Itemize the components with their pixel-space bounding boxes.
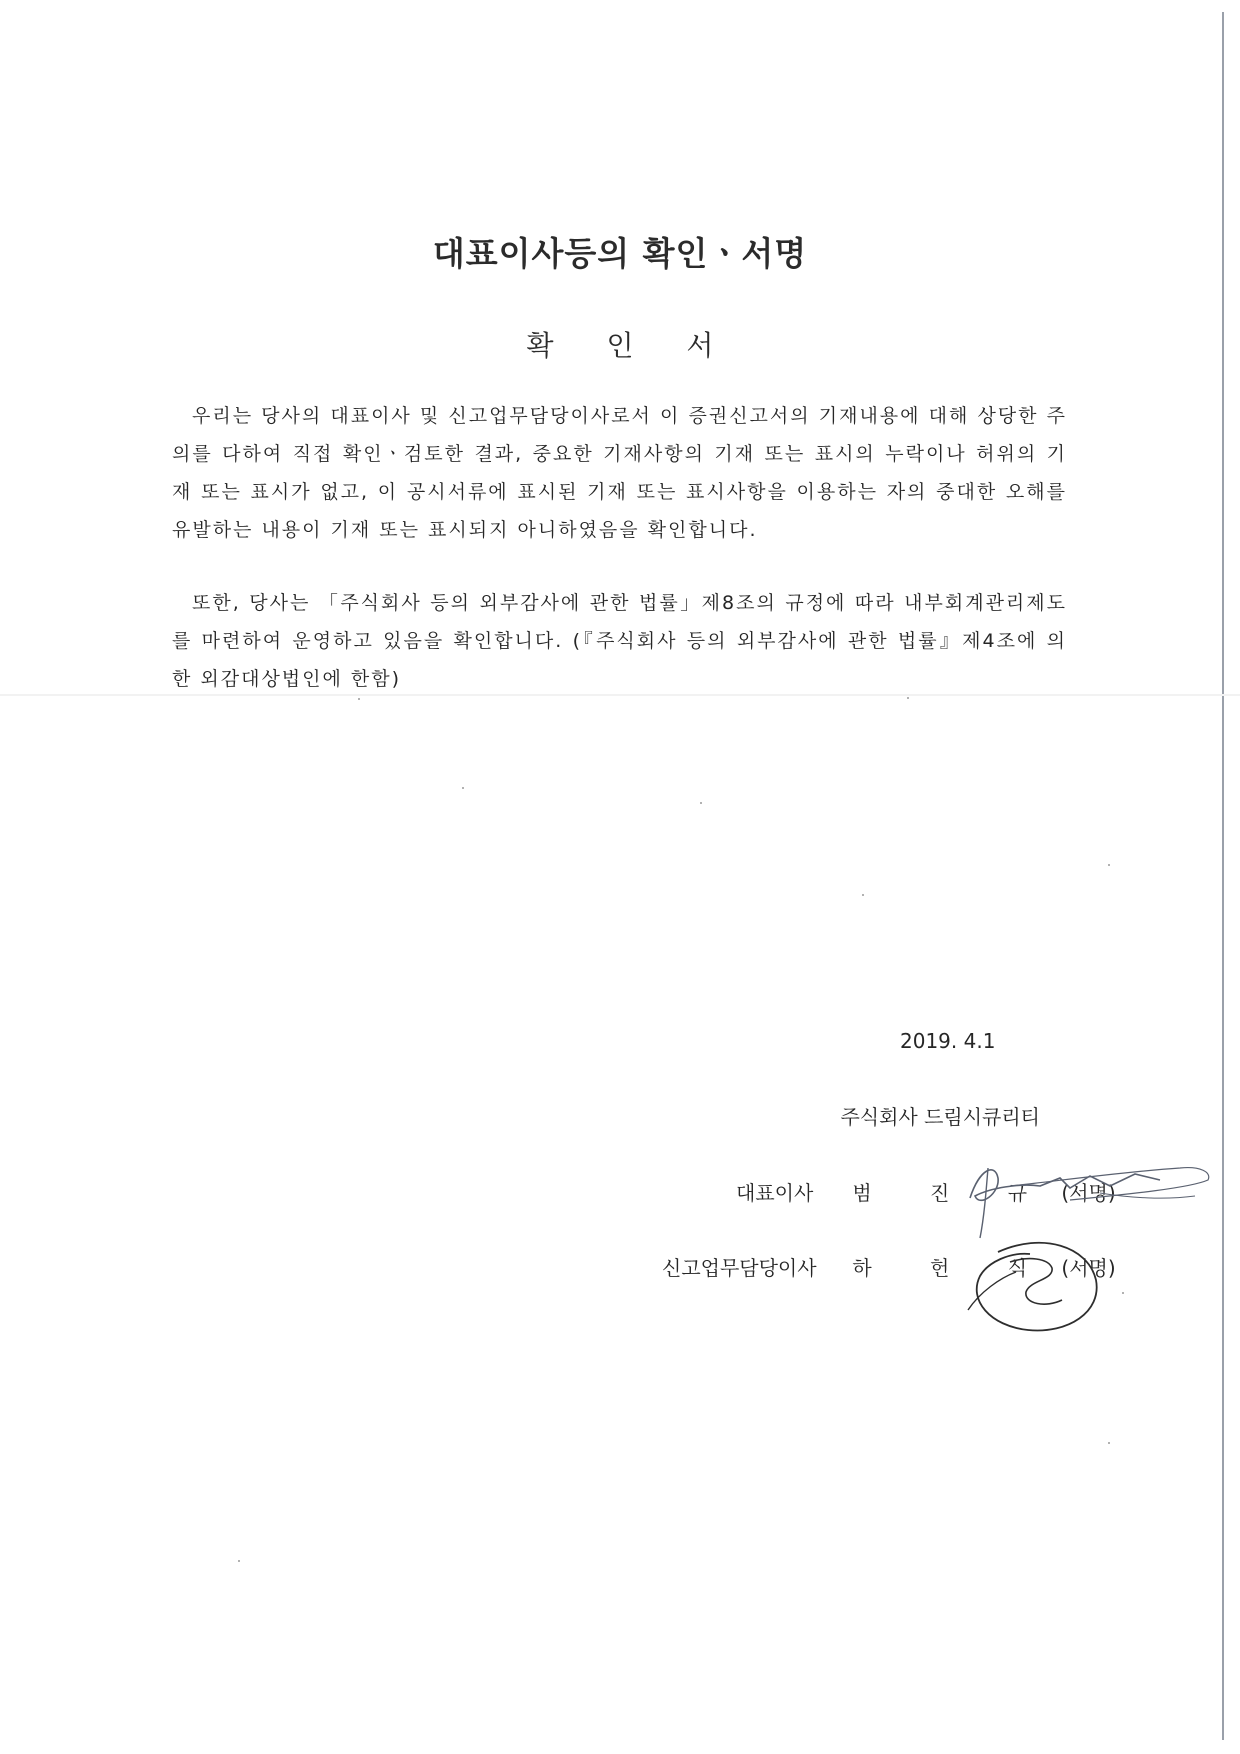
signatory-name: 하 헌 식: [852, 1256, 1054, 1280]
document-subtitle: 확 인 서: [526, 329, 736, 362]
director-signature: [950, 1222, 1120, 1342]
confirmation-paragraph: 우리는 당사의 대표이사 및 신고업무담당이사로서 이 증권신고서의 기재내용에 대해 상당한 주의를 다하여 직접 확인ㆍ검토한 결과, 중요한 기재사항의 기재 또는 표시의 누락이나 허위의 기재 또는 표시가 없고, 이 공시서류에 표시된 기재 또는 표시사항을 이용하는 자의 중대한 오해를 유발하는 내용이 기재 또는 표시되지 아니하였음을 확인합니다.: [172, 405, 1067, 541]
signatory-role: 신고업무담당이사: [662, 1256, 817, 1280]
signing-date: 2019. 4.1: [900, 1029, 996, 1053]
scan-speck: [238, 1560, 240, 1562]
signatory-role: 대표이사: [736, 1181, 814, 1205]
signatory-name: 범 진 규: [852, 1181, 1054, 1205]
scan-speck: [1108, 1442, 1110, 1444]
scan-speck: [700, 802, 702, 804]
scan-speck: [462, 787, 464, 789]
signature-mark-label: (서명): [1061, 1181, 1116, 1205]
scan-speck: [1108, 864, 1110, 866]
internal-control-paragraph: 또한, 당사는 「주식회사 등의 외부감사에 관한 법률」제8조의 규정에 따라 내부회계관리제도를 마련하여 운영하고 있음을 확인합니다. (『주식회사 등의 외부감사에 관한 법률』제4조에 의한 외감대상법인에 한함): [172, 592, 1067, 690]
scan-speck: [358, 698, 360, 700]
document-title: 대표이사등의 확인ㆍ서명: [432, 234, 808, 273]
signature-mark-label: (서명): [1061, 1256, 1116, 1280]
scan-speck: [1122, 1292, 1124, 1294]
scan-speck: [862, 894, 864, 896]
company-name: 주식회사 드림시큐리티: [840, 1105, 1040, 1129]
